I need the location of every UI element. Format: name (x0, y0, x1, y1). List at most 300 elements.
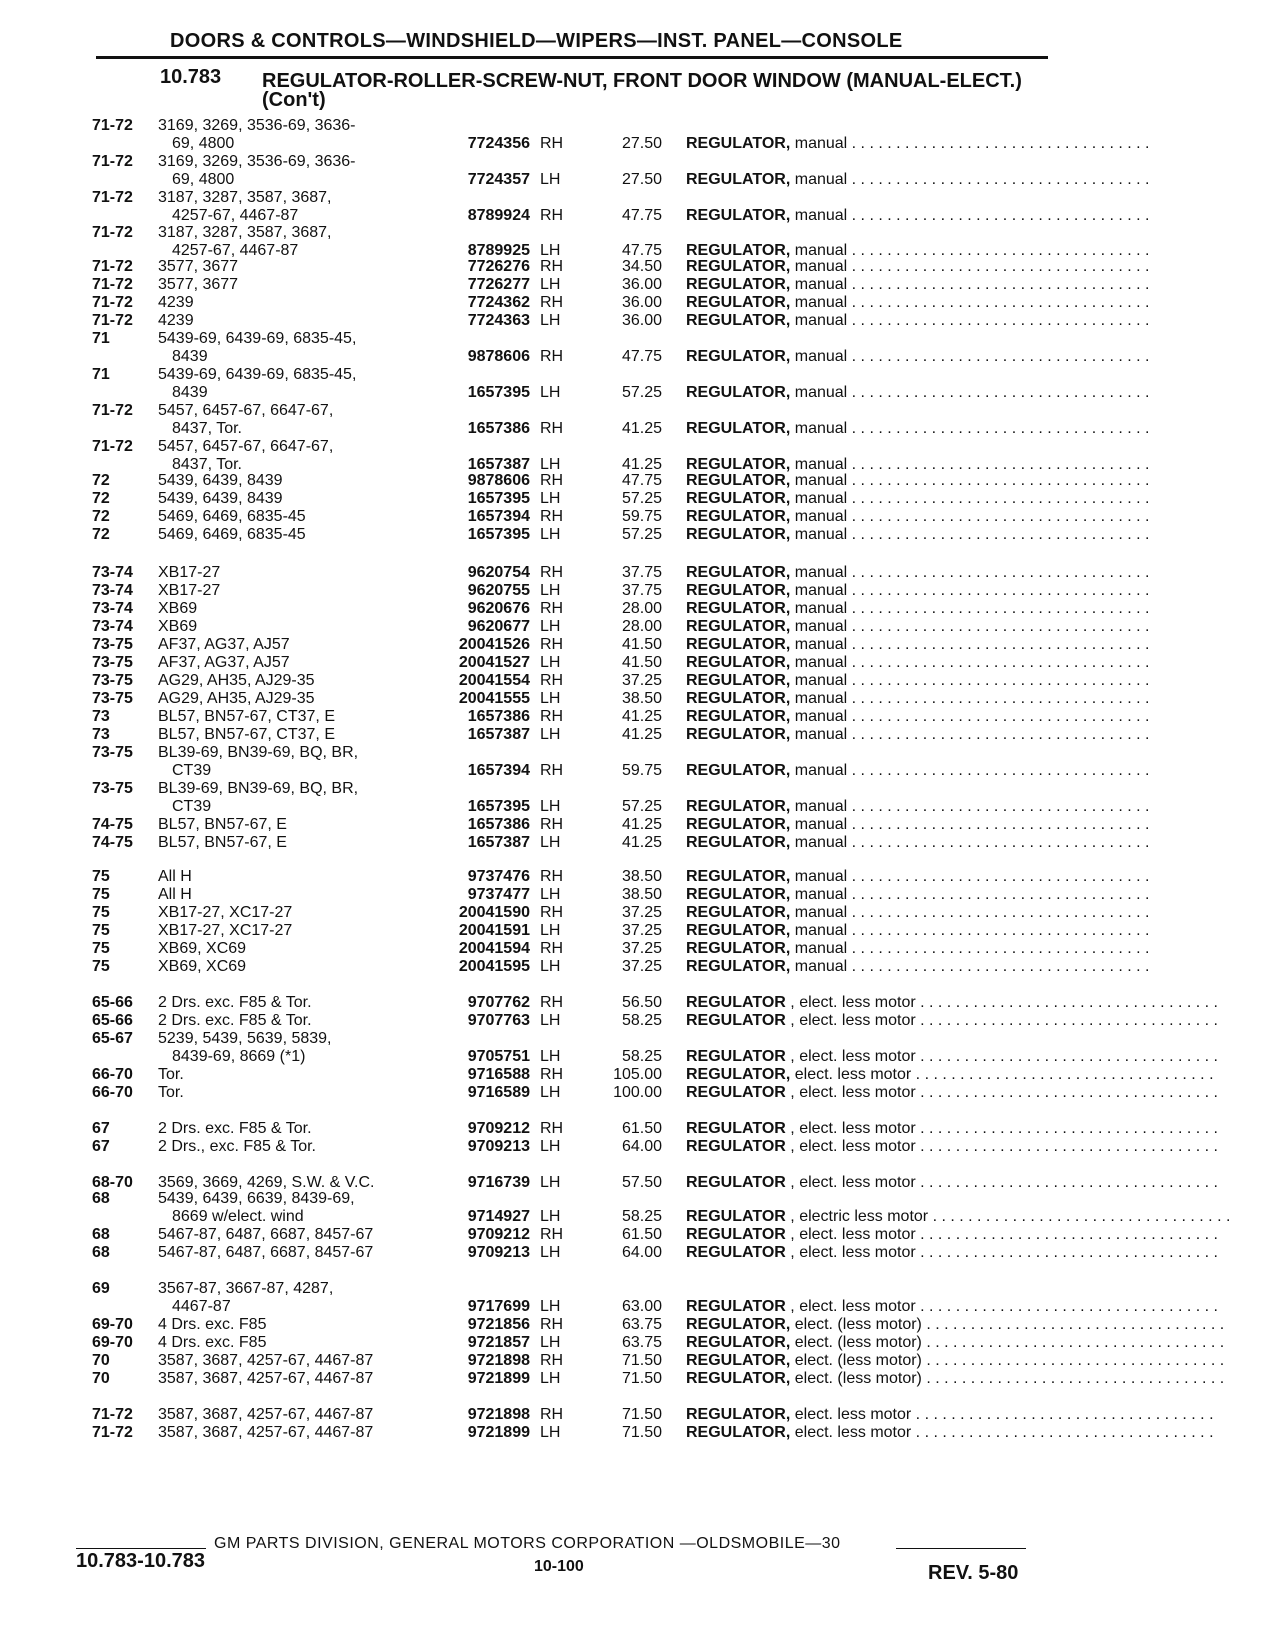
part-description (686, 834, 1150, 852)
year-range: 71-72 (92, 1406, 133, 1423)
description-keyword: REGULATOR, (686, 654, 791, 671)
side-code: RH (540, 940, 564, 957)
table-row (0, 1138, 1280, 1156)
table-row (0, 276, 1280, 294)
description-keyword: REGULATOR, (686, 922, 791, 939)
description-keyword: REGULATOR, (686, 834, 791, 851)
description-keyword: REGULATOR, (686, 1370, 791, 1387)
leader-dots: . . . . . . . . . . . . . . . . . . . . . . . . . . . . . . . . . . (847, 312, 1150, 329)
part-number: 1657387 (467, 834, 530, 851)
price: 38.50 (621, 690, 662, 707)
model-list: 3187, 3287, 3587, 3687, (158, 224, 332, 241)
part-description (686, 1138, 1218, 1156)
model-list: BL57, BN57-67, E (158, 816, 287, 833)
description-detail: , elect. less motor (785, 1048, 916, 1065)
table-row (0, 726, 1280, 744)
description-keyword: REGULATOR, (686, 582, 791, 599)
price: 41.25 (621, 834, 662, 851)
year-range: 72 (92, 526, 110, 543)
description-detail: elect. (less motor) (790, 1334, 922, 1351)
model-list: 5469, 6469, 6835-45 (158, 508, 306, 525)
model-list: 2 Drs., exc. F85 & Tor. (158, 1138, 316, 1155)
year-range: 71 (92, 330, 110, 347)
year-range: 68 (92, 1190, 110, 1207)
price: 100.00 (613, 1084, 662, 1101)
year-range: 71-72 (92, 189, 133, 206)
part-number: 20041590 (458, 904, 530, 921)
part-number: 20041554 (458, 672, 530, 689)
leader-dots: . . . . . . . . . . . . . . . . . . . . . . . . . . . . . . . . . . (847, 508, 1150, 525)
year-range: 75 (92, 922, 110, 939)
description-keyword: REGULATOR, (686, 508, 791, 525)
part-description (686, 1352, 1225, 1370)
table-row (0, 330, 1280, 366)
year-range: 65-66 (92, 1012, 133, 1029)
description-detail: manual (790, 420, 848, 437)
description-keyword: REGULATOR (686, 1084, 786, 1101)
side-code: RH (540, 994, 564, 1011)
description-detail: elect. less motor (790, 1066, 912, 1083)
model-list: BL57, BN57-67, CT37, E (158, 708, 335, 725)
year-range: 71-72 (92, 276, 133, 293)
side-code: RH (540, 1406, 564, 1423)
leader-dots: . . . . . . . . . . . . . . . . . . . . . . . . . . . . . . . . . . (921, 1334, 1225, 1351)
table-row (0, 868, 1280, 886)
footer-org: GM PARTS DIVISION, GENERAL MOTORS CORPORATION —OLDSMOBILE—30 (214, 1535, 841, 1552)
price: 58.25 (621, 1048, 662, 1065)
table-row (0, 1244, 1280, 1262)
part-number: 9707762 (467, 994, 530, 1011)
side-code: RH (540, 472, 564, 489)
description-detail: manual (790, 868, 848, 885)
part-number: 1657386 (467, 708, 530, 725)
description-detail: manual (790, 600, 848, 617)
description-detail: manual (790, 472, 848, 489)
model-list: Tor. (158, 1084, 184, 1101)
table-row (0, 526, 1280, 544)
model-list: 5457, 6457-67, 6647-67, (158, 438, 334, 455)
table-row (0, 1030, 1280, 1066)
description-detail: manual (790, 798, 848, 815)
model-list-continued: CT39 (172, 798, 212, 815)
price: 105.00 (613, 1066, 662, 1083)
leader-dots: . . . . . . . . . . . . . . . . . . . . . . . . . . . . . . . . . . (921, 1316, 1225, 1333)
description-keyword: REGULATOR, (686, 672, 791, 689)
table-row (0, 708, 1280, 726)
description-detail: manual (790, 940, 848, 957)
part-number: 9620676 (467, 600, 530, 617)
description-keyword: REGULATOR (686, 1120, 786, 1137)
description-detail: , elect. less motor (785, 1226, 916, 1243)
description-detail: manual (790, 922, 848, 939)
leader-dots: . . . . . . . . . . . . . . . . . . . . . . . . . . . . . . . . . . (847, 636, 1150, 653)
side-code: LH (540, 798, 561, 815)
description-keyword: REGULATOR (686, 1138, 786, 1155)
leader-dots: . . . . . . . . . . . . . . . . . . . . . . . . . . . . . . . . . . (847, 940, 1150, 957)
leader-dots: . . . . . . . . . . . . . . . . . . . . . . . . . . . . . . . . . . (915, 1048, 1218, 1065)
model-list: 5439, 6439, 6639, 8439-69, (158, 1190, 355, 1207)
side-code: LH (540, 582, 561, 599)
part-number: 9721899 (467, 1424, 530, 1441)
side-code: RH (540, 1120, 564, 1137)
year-range: 74-75 (92, 834, 133, 851)
price: 47.75 (621, 207, 662, 224)
price: 41.25 (621, 456, 662, 473)
part-description (686, 207, 1150, 225)
model-list: XB17-27 (158, 582, 221, 599)
part-number: 7726276 (467, 258, 530, 275)
year-range: 71-72 (92, 438, 133, 455)
model-list: 5439, 6439, 8439 (158, 472, 283, 489)
part-description (686, 1334, 1225, 1352)
side-code: RH (540, 508, 564, 525)
side-code: RH (540, 1352, 564, 1369)
leader-dots: . . . . . . . . . . . . . . . . . . . . . . . . . . . . . . . . . . (847, 834, 1150, 851)
year-range: 71-72 (92, 402, 133, 419)
leader-dots: . . . . . . . . . . . . . . . . . . . . . . . . . . . . . . . . . . (847, 708, 1150, 725)
description-keyword: REGULATOR, (686, 708, 791, 725)
part-number: 9878606 (467, 472, 530, 489)
year-range: 72 (92, 472, 110, 489)
year-range: 71-72 (92, 258, 133, 275)
model-list: 3587, 3687, 4257-67, 4467-87 (158, 1424, 374, 1441)
description-detail: manual (790, 312, 848, 329)
side-code: LH (540, 886, 561, 903)
part-description (686, 258, 1150, 276)
part-description (686, 526, 1150, 544)
price: 37.25 (621, 958, 662, 975)
description-keyword: REGULATOR, (686, 600, 791, 617)
leader-dots: . . . . . . . . . . . . . . . . . . . . . . . . . . . . . . . . . . (847, 672, 1150, 689)
price: 37.25 (621, 904, 662, 921)
leader-dots: . . . . . . . . . . . . . . . . . . . . . . . . . . . . . . . . . . (847, 135, 1150, 152)
year-range: 75 (92, 868, 110, 885)
description-detail: elect. less motor (790, 1424, 912, 1441)
price: 36.00 (621, 276, 662, 293)
leader-dots: . . . . . . . . . . . . . . . . . . . . . . . . . . . . . . . . . . (928, 1208, 1231, 1225)
leader-dots: . . . . . . . . . . . . . . . . . . . . . . . . . . . . . . . . . . (847, 171, 1150, 188)
model-list: 4 Drs. exc. F85 (158, 1316, 267, 1333)
description-keyword: REGULATOR (686, 1244, 786, 1261)
part-number: 9716589 (467, 1084, 530, 1101)
part-number: 1657395 (467, 526, 530, 543)
part-number: 9716588 (467, 1066, 530, 1083)
model-list-continued: 69, 4800 (172, 135, 235, 152)
leader-dots: . . . . . . . . . . . . . . . . . . . . . . . . . . . . . . . . . . (911, 1424, 1214, 1441)
side-code: LH (540, 312, 561, 329)
part-description (686, 472, 1150, 490)
table-row (0, 672, 1280, 690)
description-keyword: REGULATOR, (686, 420, 791, 437)
table-row (0, 904, 1280, 922)
model-list: 5239, 5439, 5639, 5839, (158, 1030, 332, 1047)
price: 28.00 (621, 618, 662, 635)
description-detail: manual (790, 384, 848, 401)
table-row (0, 816, 1280, 834)
part-number: 8789925 (467, 242, 530, 259)
description-detail: manual (790, 672, 848, 689)
description-keyword: REGULATOR, (686, 490, 791, 507)
year-range: 65-66 (92, 994, 133, 1011)
part-description (686, 708, 1150, 726)
side-code: LH (540, 1208, 561, 1225)
price: 47.75 (621, 242, 662, 259)
description-keyword: REGULATOR, (686, 1334, 791, 1351)
part-description (686, 276, 1150, 294)
side-code: LH (540, 958, 561, 975)
description-detail: manual (790, 904, 848, 921)
model-list: 4239 (158, 312, 194, 329)
model-list: AG29, AH35, AJ29-35 (158, 690, 315, 707)
leader-dots: . . . . . . . . . . . . . . . . . . . . . . . . . . . . . . . . . . (915, 1226, 1218, 1243)
price: 57.25 (621, 526, 662, 543)
year-range: 69-70 (92, 1334, 133, 1351)
side-code: LH (540, 384, 561, 401)
part-description (686, 904, 1150, 922)
leader-dots: . . . . . . . . . . . . . . . . . . . . . . . . . . . . . . . . . . (847, 886, 1150, 903)
leader-dots: . . . . . . . . . . . . . . . . . . . . . . . . . . . . . . . . . . (847, 762, 1150, 779)
table-row (0, 1370, 1280, 1388)
table-row (0, 189, 1280, 225)
description-keyword: REGULATOR, (686, 384, 791, 401)
part-description (686, 1298, 1218, 1316)
price: 59.75 (621, 508, 662, 525)
year-range: 73 (92, 726, 110, 743)
side-code: RH (540, 258, 564, 275)
leader-dots: . . . . . . . . . . . . . . . . . . . . . . . . . . . . . . . . . . (847, 258, 1150, 275)
part-description (686, 636, 1150, 654)
part-number: 9721898 (467, 1352, 530, 1369)
model-list: BL39-69, BN39-69, BQ, BR, (158, 744, 359, 761)
year-range: 66-70 (92, 1066, 133, 1083)
description-keyword: REGULATOR, (686, 171, 791, 188)
table-row (0, 472, 1280, 490)
price: 58.25 (621, 1012, 662, 1029)
price: 41.25 (621, 420, 662, 437)
part-description (686, 171, 1150, 189)
model-list: AG29, AH35, AJ29-35 (158, 672, 315, 689)
part-number: 20041555 (458, 690, 530, 707)
part-number: 20041594 (458, 940, 530, 957)
model-list: 5467-87, 6487, 6687, 8457-67 (158, 1226, 374, 1243)
year-range: 71-72 (92, 294, 133, 311)
year-range: 71-72 (92, 117, 133, 134)
model-list: 3587, 3687, 4257-67, 4467-87 (158, 1406, 374, 1423)
model-list: AF37, AG37, AJ57 (158, 654, 290, 671)
price: 64.00 (621, 1244, 662, 1261)
leader-dots: . . . . . . . . . . . . . . . . . . . . . . . . . . . . . . . . . . (847, 242, 1150, 259)
leader-dots: . . . . . . . . . . . . . . . . . . . . . . . . . . . . . . . . . . (847, 490, 1150, 507)
model-list: 3169, 3269, 3536-69, 3636- (158, 117, 356, 134)
part-description (686, 1066, 1214, 1084)
description-detail: , elect. less motor (785, 1244, 916, 1261)
price: 47.75 (621, 472, 662, 489)
table-row (0, 940, 1280, 958)
year-range: 73-75 (92, 654, 133, 671)
price: 37.75 (621, 582, 662, 599)
side-code: LH (540, 834, 561, 851)
table-row (0, 508, 1280, 526)
side-code: RH (540, 1066, 564, 1083)
price: 41.25 (621, 708, 662, 725)
description-detail: manual (790, 886, 848, 903)
year-range: 73-75 (92, 780, 133, 797)
model-list: BL57, BN57-67, CT37, E (158, 726, 335, 743)
table-row (0, 564, 1280, 582)
model-list: BL39-69, BN39-69, BQ, BR, (158, 780, 359, 797)
description-keyword: REGULATOR, (686, 242, 791, 259)
part-number: 7726277 (467, 276, 530, 293)
model-list: 3187, 3287, 3587, 3687, (158, 189, 332, 206)
table-row (0, 958, 1280, 976)
description-detail: manual (790, 276, 848, 293)
year-range: 75 (92, 886, 110, 903)
part-number: 9721857 (467, 1334, 530, 1351)
leader-dots: . . . . . . . . . . . . . . . . . . . . . . . . . . . . . . . . . . (847, 690, 1150, 707)
description-keyword: REGULATOR, (686, 1424, 791, 1441)
section-number: 10.783 (160, 66, 222, 88)
price: 57.25 (621, 798, 662, 815)
leader-dots: . . . . . . . . . . . . . . . . . . . . . . . . . . . . . . . . . . (911, 1406, 1214, 1423)
part-description (686, 762, 1150, 780)
part-number: 20041595 (458, 958, 530, 975)
leader-dots: . . . . . . . . . . . . . . . . . . . . . . . . . . . . . . . . . . (847, 600, 1150, 617)
table-row (0, 1424, 1280, 1442)
description-detail: elect. (less motor) (790, 1370, 922, 1387)
year-range: 73-74 (92, 564, 133, 581)
part-description (686, 582, 1150, 600)
description-detail: manual (790, 135, 848, 152)
side-code: LH (540, 171, 561, 188)
description-detail: manual (790, 690, 848, 707)
leader-dots: . . . . . . . . . . . . . . . . . . . . . . . . . . . . . . . . . . (847, 816, 1150, 833)
part-number: 20041527 (458, 654, 530, 671)
description-detail: , elect. less motor (785, 994, 916, 1011)
year-range: 73-74 (92, 618, 133, 635)
table-row (0, 1280, 1280, 1316)
side-code: LH (540, 1012, 561, 1029)
price: 57.25 (621, 490, 662, 507)
description-detail: , elect. less motor (785, 1120, 916, 1137)
table-row (0, 366, 1280, 402)
side-code: LH (540, 1048, 561, 1065)
description-keyword: REGULATOR, (686, 456, 791, 473)
description-detail: manual (790, 816, 848, 833)
part-description (686, 1406, 1214, 1424)
part-number: 9705751 (467, 1048, 530, 1065)
price: 71.50 (621, 1424, 662, 1441)
model-list-continued: 4257-67, 4467-87 (172, 242, 299, 259)
description-detail: elect. (less motor) (790, 1352, 922, 1369)
side-code: RH (540, 207, 564, 224)
year-range: 68 (92, 1226, 110, 1243)
description-detail: , elect. less motor (785, 1084, 916, 1101)
side-code: LH (540, 1370, 561, 1387)
model-list: All H (158, 886, 192, 903)
description-keyword: REGULATOR, (686, 886, 791, 903)
part-number: 1657395 (467, 384, 530, 401)
year-range: 69 (92, 1280, 110, 1297)
part-number: 7724363 (467, 312, 530, 329)
leader-dots: . . . . . . . . . . . . . . . . . . . . . . . . . . . . . . . . . . (915, 1012, 1218, 1029)
table-row (0, 1406, 1280, 1424)
part-number: 9709213 (467, 1244, 530, 1261)
part-description (686, 1084, 1218, 1102)
leader-dots: . . . . . . . . . . . . . . . . . . . . . . . . . . . . . . . . . . (847, 618, 1150, 635)
side-code: LH (540, 1334, 561, 1351)
description-keyword: REGULATOR, (686, 135, 791, 152)
price: 61.50 (621, 1120, 662, 1137)
description-keyword: REGULATOR, (686, 904, 791, 921)
part-number: 9707763 (467, 1012, 530, 1029)
model-list-continued: 69, 4800 (172, 171, 235, 188)
leader-dots: . . . . . . . . . . . . . . . . . . . . . . . . . . . . . . . . . . (847, 654, 1150, 671)
side-code: RH (540, 1316, 564, 1333)
model-list: 5469, 6469, 6835-45 (158, 526, 306, 543)
table-row (0, 1012, 1280, 1030)
part-number: 9737476 (467, 868, 530, 885)
description-detail: manual (790, 490, 848, 507)
year-range: 67 (92, 1138, 110, 1155)
part-number: 9709213 (467, 1138, 530, 1155)
year-range: 70 (92, 1352, 110, 1369)
side-code: RH (540, 868, 564, 885)
side-code: LH (540, 1244, 561, 1261)
price: 41.25 (621, 816, 662, 833)
year-range: 71-72 (92, 224, 133, 241)
price: 71.50 (621, 1406, 662, 1423)
description-detail: manual (790, 456, 848, 473)
description-keyword: REGULATOR, (686, 348, 791, 365)
table-row (0, 886, 1280, 904)
description-keyword: REGULATOR (686, 1298, 786, 1315)
description-keyword: REGULATOR, (686, 726, 791, 743)
description-detail: manual (790, 564, 848, 581)
part-number: 20041526 (458, 636, 530, 653)
price: 71.50 (621, 1370, 662, 1387)
model-list: 3587, 3687, 4257-67, 4467-87 (158, 1352, 374, 1369)
part-number: 1657394 (467, 762, 530, 779)
table-row (0, 1084, 1280, 1102)
part-number: 1657394 (467, 508, 530, 525)
side-code: RH (540, 816, 564, 833)
year-range: 68 (92, 1244, 110, 1261)
side-code: LH (540, 490, 561, 507)
year-range: 72 (92, 508, 110, 525)
table-row (0, 922, 1280, 940)
leader-dots: . . . . . . . . . . . . . . . . . . . . . . . . . . . . . . . . . . (847, 958, 1150, 975)
part-number: 1657386 (467, 420, 530, 437)
year-range: 69-70 (92, 1316, 133, 1333)
part-description (686, 798, 1150, 816)
description-detail: manual (790, 708, 848, 725)
table-row (0, 690, 1280, 708)
leader-dots: . . . . . . . . . . . . . . . . . . . . . . . . . . . . . . . . . . (847, 384, 1150, 401)
price: 38.50 (621, 886, 662, 903)
model-list: XB69 (158, 600, 198, 617)
part-description (686, 1226, 1218, 1244)
model-list-continued: 8437, Tor. (172, 456, 242, 473)
footer-rule-left (76, 1548, 206, 1549)
model-list-continued: CT39 (172, 762, 212, 779)
year-range: 73 (92, 708, 110, 725)
side-code: LH (540, 1174, 561, 1191)
description-keyword: REGULATOR (686, 1012, 786, 1029)
description-keyword: REGULATOR (686, 1208, 786, 1225)
side-code: RH (540, 1226, 564, 1243)
model-list-continued: 8439 (172, 384, 208, 401)
description-detail: manual (790, 636, 848, 653)
